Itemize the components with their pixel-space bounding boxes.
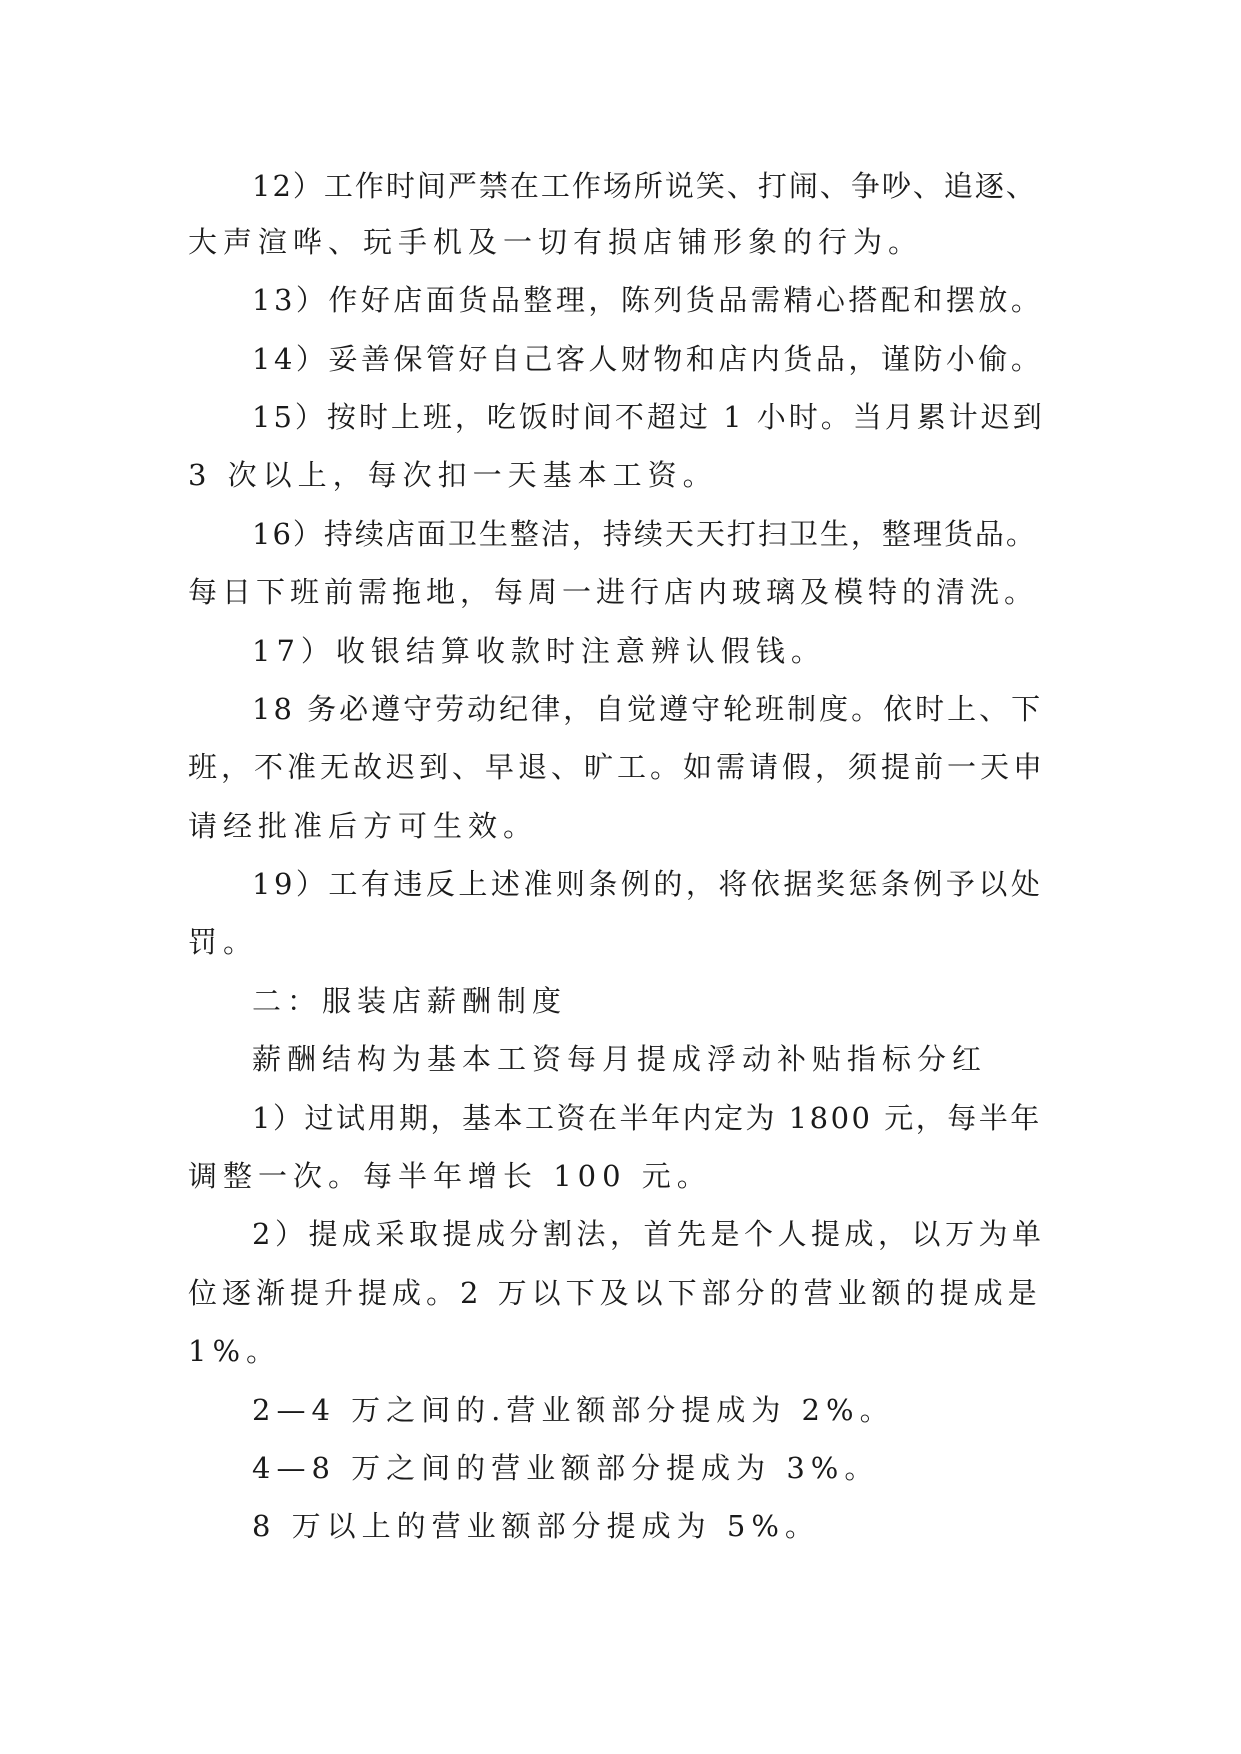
rule-19-line-2: 罚。 (188, 925, 259, 959)
rule-15-line-1: 15）按时上班，吃饭时间不超过 1 小时。当月累计迟到 (252, 400, 1045, 434)
salary-2-line-1: 2）提成采取提成分割法，首先是个人提成，以万为单 (252, 1217, 1046, 1251)
rule-13: 13）作好店面货品整理，陈列货品需精心搭配和摆放。 (252, 283, 1044, 317)
salary-1-line-1: 1）过试用期，基本工资在半年内定为 1800 元，每半年 (252, 1101, 1042, 1135)
rule-12-line-2: 大声渲哗、玩手机及一切有损店铺形象的行为。 (188, 225, 924, 259)
rule-19-line-1: 19）工有违反上述准则条例的，将依据奖惩条例予以处 (252, 867, 1044, 901)
rule-18-line-3: 请经批准后方可生效。 (188, 809, 539, 843)
rule-18-line-1: 18 务必遵守劳动纪律，自觉遵守轮班制度。依时上、下 (252, 692, 1044, 726)
rule-16-line-2: 每日下班前需拖地，每周一进行店内玻璃及模特的清洗。 (188, 575, 1039, 609)
salary-1-line-2: 调整一次。每半年增长 100 元。 (188, 1159, 712, 1193)
commission-tier-2-4: 2—4 万之间的.营业额部分提成为 2%。 (252, 1393, 895, 1427)
commission-tier-4-8: 4—8 万之间的营业额部分提成为 3%。 (252, 1451, 880, 1485)
rule-12-line-1: 12）工作时间严禁在工作场所说笑、打闹、争吵、追逐、 (252, 169, 1037, 203)
section-heading-salary: 二：服装店薪酬制度 (252, 984, 568, 1018)
salary-2-line-2: 位逐渐提升提成。2 万以下及以下部分的营业额的提成是 (188, 1276, 1042, 1310)
rule-14: 14）妥善保管好自己客人财物和店内货品，谨防小偷。 (252, 342, 1044, 376)
rule-17: 17）收银结算收款时注意辨认假钱。 (252, 634, 826, 668)
rule-15-line-2: 3 次以上，每次扣一天基本工资。 (188, 458, 718, 492)
rule-16-line-1: 16）持续店面卫生整洁，持续天天打扫卫生，整理货品。 (252, 517, 1037, 551)
commission-tier-8-plus: 8 万以上的营业额部分提成为 5%。 (252, 1509, 820, 1543)
rule-18-line-2: 班，不准无故迟到、早退、旷工。如需请假，须提前一天申 (188, 750, 1047, 784)
salary-structure: 薪酬结构为基本工资每月提成浮动补贴指标分红 (252, 1042, 988, 1076)
salary-2-line-3: 1%。 (188, 1334, 282, 1368)
